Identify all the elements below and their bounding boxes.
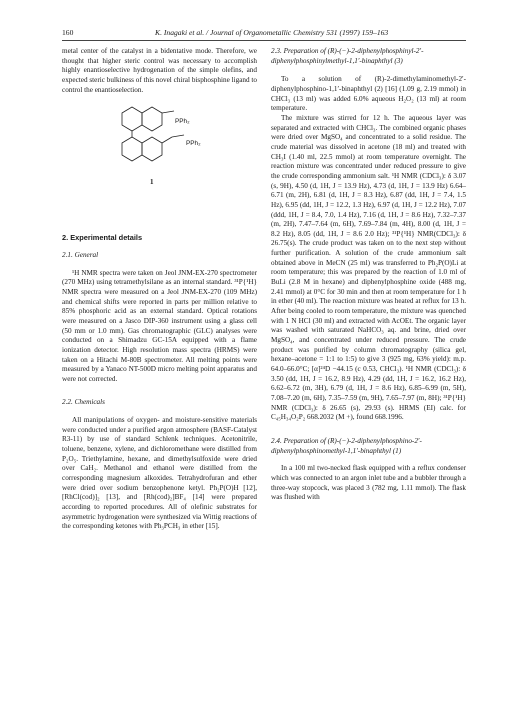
prep-1-paragraph: In a 100 ml two-necked flask equipped with a reflux condenser which was connected to an argon inlet tube and a bubbler through a three-way stopcock, was placed 3 (782 mg, 1.11 mmol). The flask was flushed with [271,464,466,502]
right-column [271,47,466,503]
intro-paragraph: metal center of the catalyst in a bidentative mode. Therefore, we thought that higher steric control was necessary to accomplish highly enantioselective hydrogenation of the simple olefins, and expected steric bulkiness of this novel chiral bisphosphine ligand to control the enantioselection. [62,47,257,94]
subsection-heading-2-4: 2.4. Preparation of (R)-(−)-2-diphenylphosphino-2′-diphenylphosphinomethyl-1,1′-binaphthyl (1) [271,436,422,455]
subsection-heading-general: 2.1. General [62,250,99,259]
section-heading-experimental: 2. Experimental details [62,233,143,243]
page-number: 160 [62,28,74,37]
prep-3-paragraph-a: To a solution of (R)-2-dimethylaminomethyl-2′-diphenylphosphino-1,1′-binaphthyl (2) [16] (1.09 g, 2.19 mmol) in CHCl₃ (13 ml) was added 6.0% aqueous H₂O₂ (13 ml) at room temperature. [271,75,466,113]
subsection-heading-chemicals: 2.2. Chemicals [62,398,105,407]
chemicals-paragraph: All manipulations of oxygen- and moisture-sensitive materials were conducted under a purified argon atmosphere (BASF-Catalyst R3-11) by use of standard Schlenk techniques. Acetonitrile, toluene, benzene, xylene, and dichloromethane were distilled from P₂O₅. Triethylamine, hexane, and dimethylsulfoxide were dried over CaH₂. Methanol and ethanol were distilled from the corresponding magnesium alkoxides. Tetrahydrofuran and ether were dried over sodium benzophenone ketyl. Ph₂P(O)H [12], [RhCl(cod)]₂ [13], and [Rh(cod)₂]BF₄ [14] were prepared according to reported procedures. All of olefinic substrates for asymmetric hydrogenation were synthesized via Wittig reactions of the corresponding ketones with Ph₃PCH₃ in ether [15]. [62,416,257,531]
compound-number: 1 [150,178,154,187]
pph2-label-upper: PPh₂ [175,118,190,126]
subsection-heading-2-3: 2.3. Preparation of (R)-(−)-2-diphenylphosphinyl-2′-diphenylphosphinylmethyl-1,1′-binaphthyl (3) [271,47,424,65]
pph2-label-lower: PPh₂ [186,140,201,148]
structure-figure [62,105,257,185]
binaphthyl-structure [102,105,192,177]
running-head: K. Inagaki et al. / Journal of Organometallic Chemistry 531 (1997) 159–163 [155,28,389,37]
general-paragraph: ¹H NMR spectra were taken on Jeol JNM-EX-270 spectrometer (270 MHz) using tetramethylsilane as an internal standard. ³¹P{¹H} NMR spectra were measured on a Jeol JNM-EX-270 (109 MHz) and chemical shifts were reported in parts per million relative to 85% phosphoric acid as an external standard. Optical rotations were measured on a Jasco DIP-360 instrument using a glass cell (50 mm or 1.0 mm). Gas chromatographic (GLC) analyses were conducted on a Shimadzu GC-15A equipped with a flame ionization detector. High resolution mass spectra (HRMS) were taken on a Hitachi M-80B spectrometer. All melting points were measured by a Yanaco NT-500D micro melting point apparatus and were not corrected. [62,268,257,383]
header-rule [62,40,466,41]
left-column [62,47,257,532]
prep-3-paragraph-b: The mixture was stirred for 12 h. The aqueous layer was separated and extracted with CHCl₃. The combined organic phases were dried over MgSO₄ and concentrated to a solid residue. The crude material was dissolved in acetone (18 ml) and treated with CH₃I (1.40 ml, 22.5 mmol) at room temperature overnight. The reaction mixture was concentrated under reduced pressure to give the crude corresponding ammonium salt. ¹H NMR (CDCl₃): δ 3.07 (s, 9H), 4.50 (d, 1H, J = 13.9 Hz), 4.73 (d, 1H, J = 13.9 Hz) 6.64–6.71 (m, 2H), 6.81 (d, 1H, J = 8.3 Hz), 6.87 (dd, 1H, J = 7.4, 1.5 Hz), 6.95 (dd, 1H, J = 12.2, 1.3 Hz), 6.97 (d, 1H, J = 12.2 Hz), 7.07 (ddd, 1H, J = 8.4, 7.0, 1.4 Hz), 7.16 (d, 1H, J = 8.6 Hz), 7.32–7.37 (m, 2H), 7.47–7.64 (m, 6H), 7.69–7.84 (m, 4H), 8.00 (d, 1H, J = 8.2 Hz), 8.05 (dd, 1H, J = 8.6 2.0 Hz); ³¹P{¹H} NMR(CDCl₃): δ 26.75(s). The crude product was taken on to the next step without further purification. A solution of the crude ammonium salt obtained above in MeCN (25 ml) was transferred to Ph₂P(O)Li at room temperature; this was prepared by the reaction of 1.0 ml of BuLi (2.8 M in hexane) and diphenylphosphine oxide (488 mg, 2.41 mmol) at 0°C for 30 min and then at room temperature for 1 h in ether (40 ml). The reaction mixture was heated at reflux for 13 h. After being cooled to room temperature, the mixture was quenched with 1 N HCl (30 ml) and extracted with AcOEt. The organic layer was washed with saturated NaHCO₃ aq. and brine, dried over MgSO₄, and concentrated under reduced pressure. The crude product was purified by column chromatography (silica gel, hexane–acetone = 1:1 to 1:5) to give 3 (925 mg, 63% yield): m.p. 64.0–66.0°C; [α]²⁴D −44.15 (c 0.53, CHCl₃). ¹H NMR (CDCl₃): δ 3.50 (dd, 1H, J = 16.2, 8.9 Hz), 4.29 (dd, 1H, J = 16.2, 16.2 Hz), 6.62–6.72 (m, 3H), 6.79 (d, 1H, J = 8.6 Hz), 6.85–6.99 (m, 5H), 7.08–7.20 (m, 6H), 7.35–7.59 (m, 9H), 7.65–7.97 (m, 8H); ³¹P{¹H} NMR (CDCl₃): δ 26.65 (s), 29.93 (s). HRMS (EI) calc. for C₄₅H₃₄O₂P₂ 668.2032 (M +), found 668.1996. [271,113,466,422]
